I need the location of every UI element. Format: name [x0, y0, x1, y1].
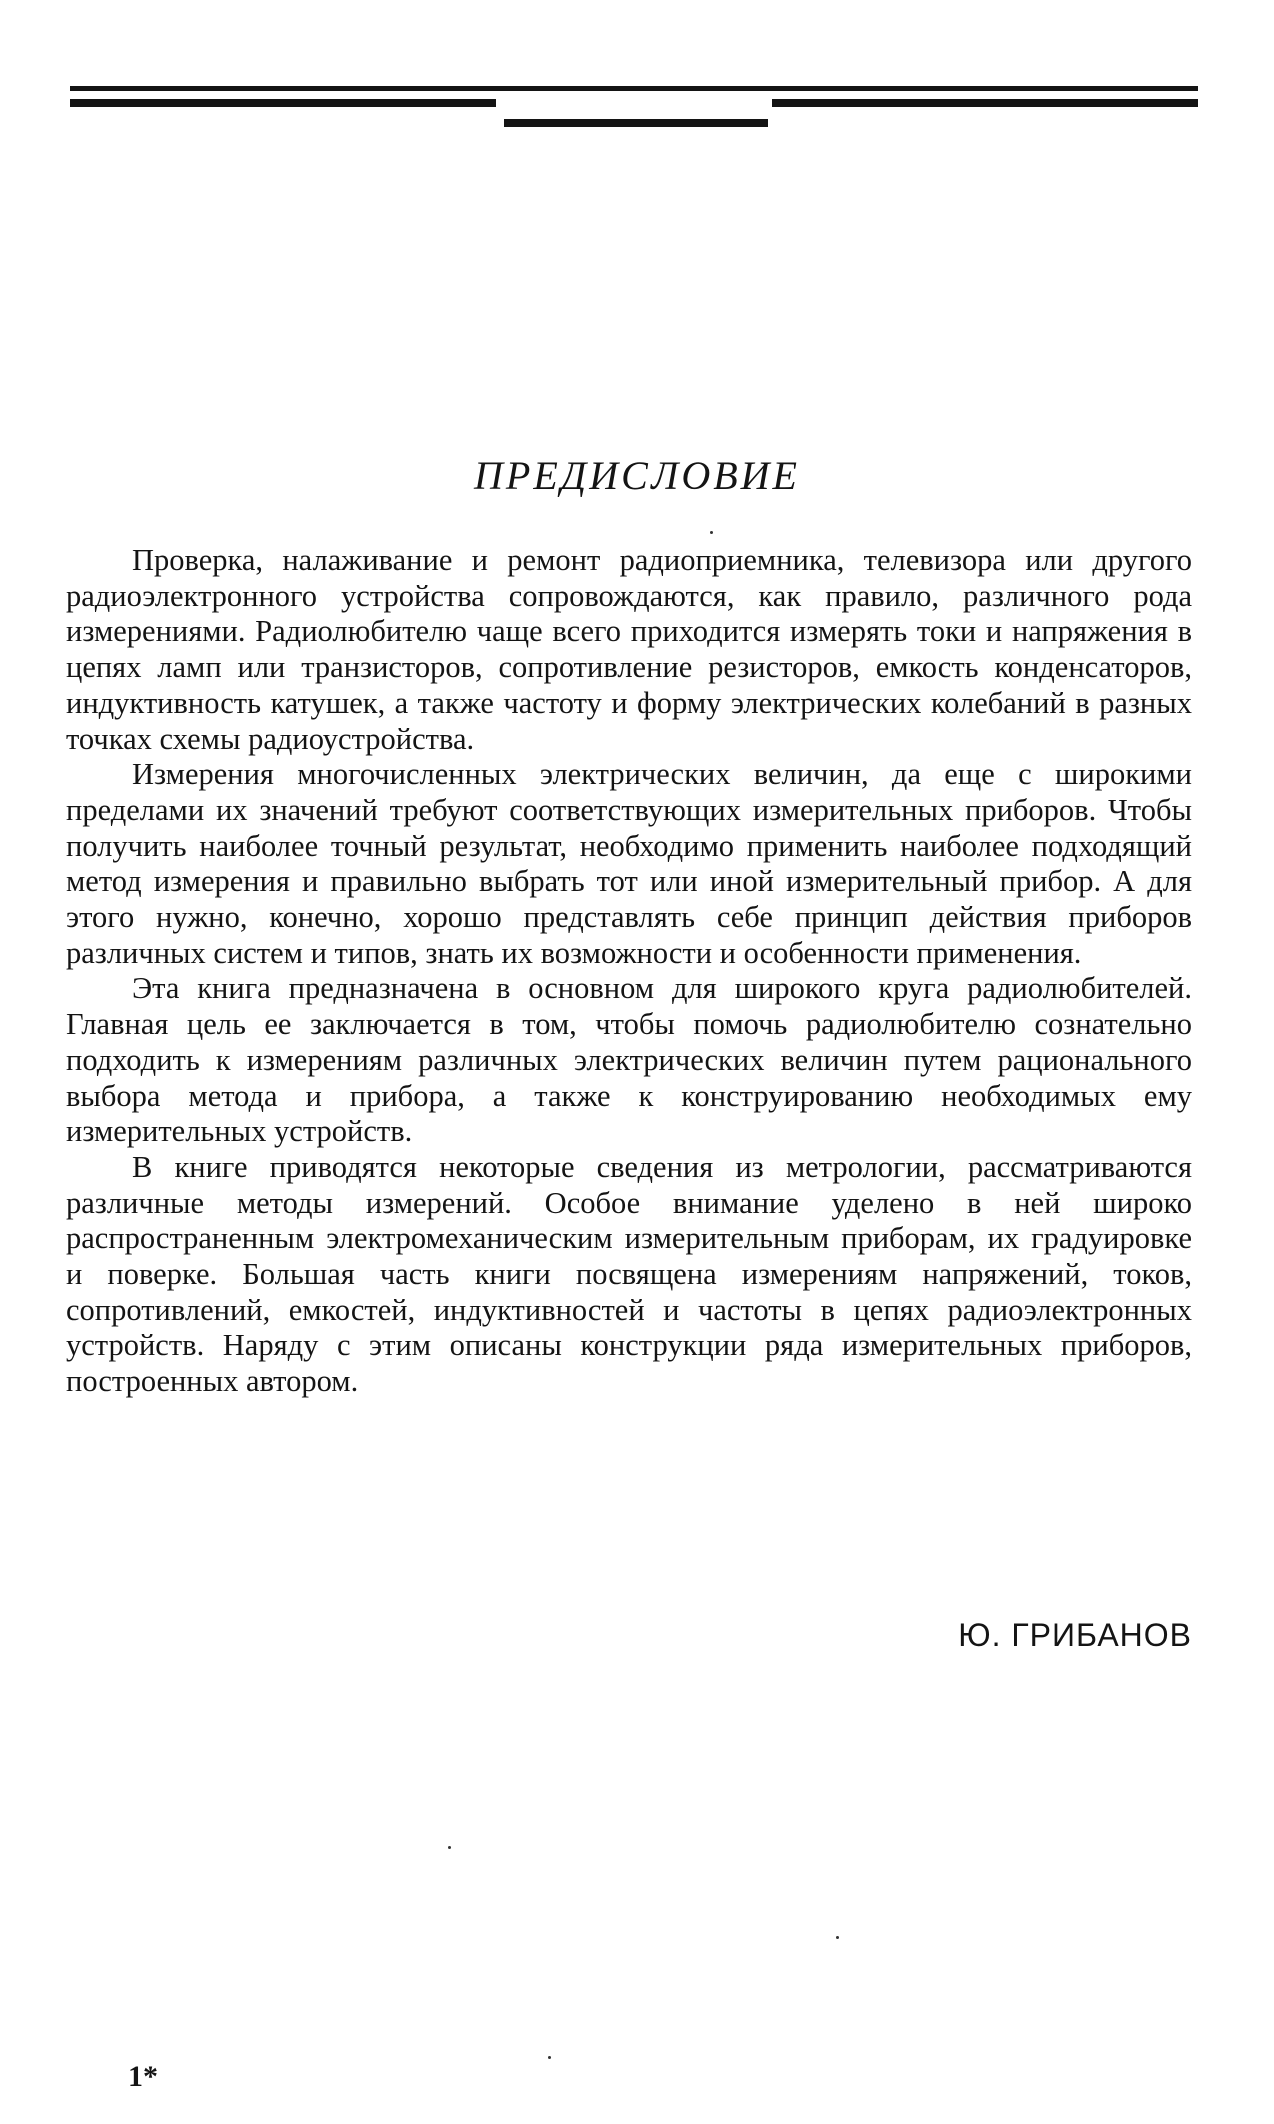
preface-body	[66, 543, 1192, 1400]
paragraph-2: Измерения многочисленных электрических величин, да еще с широкими пределами их значений требуют соответствующих измерительных приборов. Чтобы получить наиболее точный результат, необходимо применить наиболее подходящий метод измерения и правильно выбрать тот или иной измерительный прибор. А для этого нужно, конечно, хорошо представлять себе принцип действия приборов различных систем и типов, знать их возможности и особенности применения.	[66, 757, 1192, 970]
scan-speck	[448, 1846, 451, 1849]
paragraph-3: Эта книга предназначена в основном для широкого круга радиолюбителей. Главная цель ее заключается в том, чтобы помочь радиолюбителю сознательно подходить к измерениям различных электрических величин путем рационального выбора метода и прибора, а также к конструированию необходимых ему измерительных устройств.	[66, 971, 1192, 1149]
author-signature: Ю. ГРИБАНОВ	[958, 1617, 1192, 1653]
paragraph-1: Проверка, налаживание и ремонт радиоприемника, телевизора или другого радиоэлектронного устройства сопровождаются, как правило, различного рода измерениями. Радиолюбителю чаще всего приходится измерять токи и напряжения в цепях ламп или транзисторов, сопротивление резисторов, емкость конденсаторов, индуктивность катушек, а также частоту и форму электрических колебаний в разных точках схемы радиоустройства.	[66, 543, 1192, 756]
page-marker: 1*	[128, 2060, 158, 2093]
scan-speck	[836, 1936, 839, 1939]
header-rule-center	[504, 119, 768, 127]
page-title: ПРЕДИСЛОВИЕ	[474, 453, 800, 498]
scan-speck	[710, 531, 713, 534]
scan-speck	[548, 2056, 551, 2059]
paragraph-4: В книге приводятся некоторые сведения из метрологии, рассматриваются различные методы измерений. Особое внимание уделено в ней широко распространенным электромеханическим измерительным приборам, их градуировке и поверке. Большая часть книги посвящена измерениям напряжений, токов, сопротивлений, емкостей, индуктивностей и частоты в цепях радиоэлектронных устройств. Наряду с этим описаны конструкции ряда измерительных приборов, построенных автором.	[66, 1149, 1192, 1399]
header-rule-left	[70, 99, 496, 107]
header-rule-top	[70, 86, 1198, 91]
header-rule-right	[772, 99, 1198, 107]
